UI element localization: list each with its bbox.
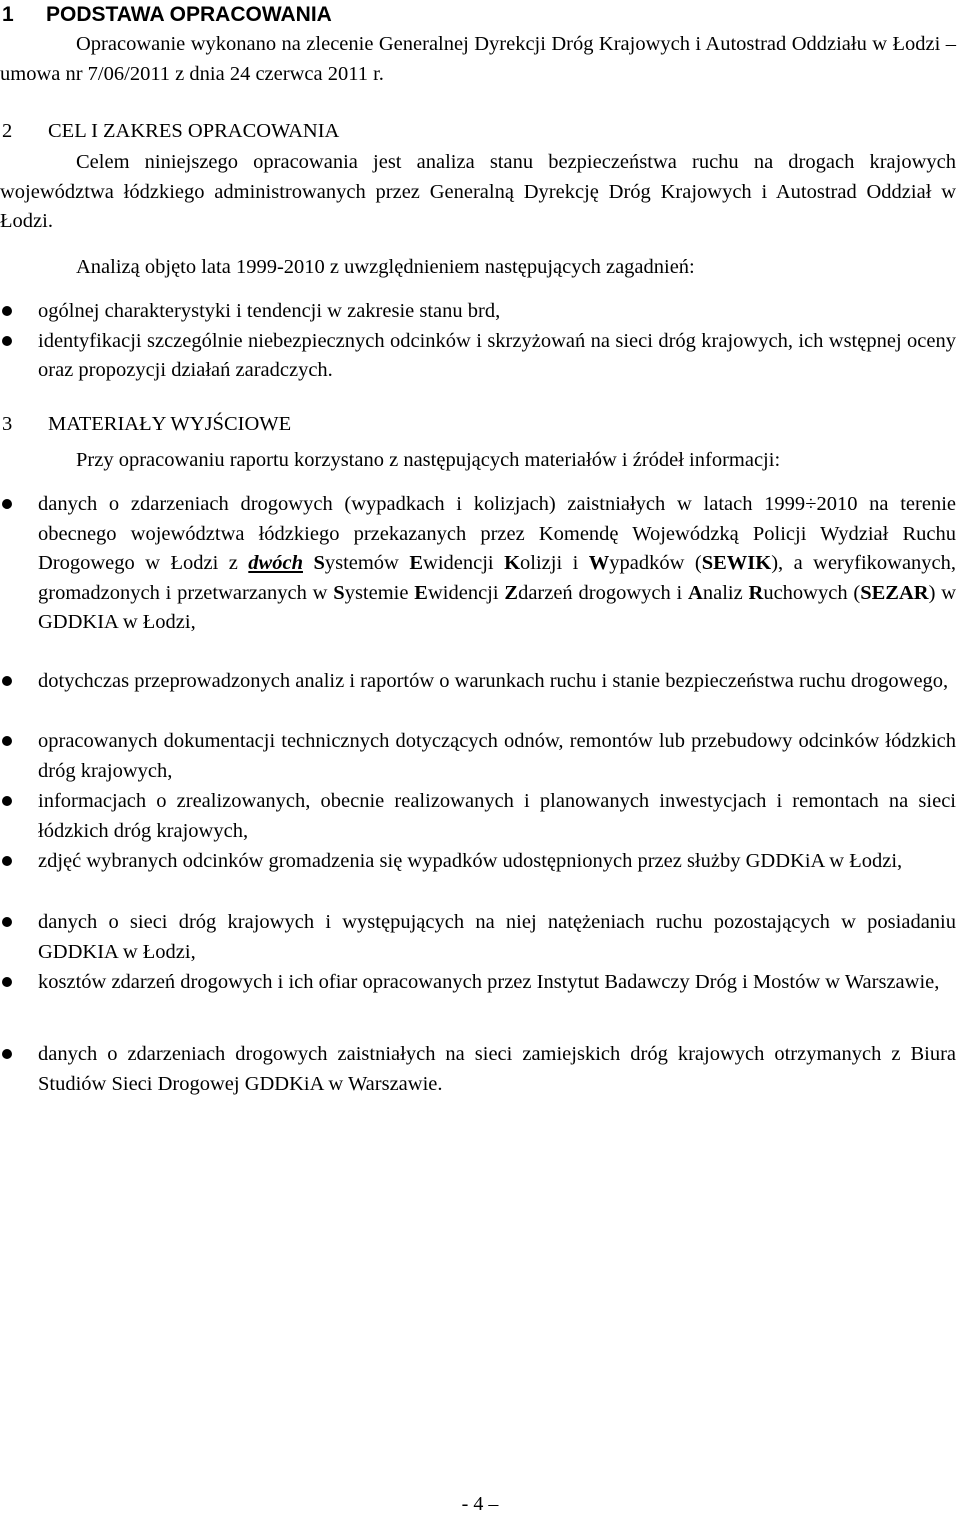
bullet-icon [2, 917, 12, 927]
bullet-icon [2, 336, 12, 346]
list-item: informacjach o zrealizowanych, obecnie realizowanych i planowanych inwestycjach i remontach na sieci łódzkich dróg krajowych, [0, 787, 956, 846]
section-3-list-continued [0, 908, 956, 967]
section-3-list-continued [0, 968, 956, 998]
section-3-list-continued [0, 787, 956, 846]
list-item: zdjęć wybranych odcinków gromadzenia się wypadków udostępnionych przez służby GDDKiA w Łodzi, [0, 847, 956, 877]
section-2-paragraph-1: Celem niniejszego opracowania jest analiza stanu bezpieczeństwa ruchu na drogach krajowych województwa łódzkiego administrowanych przez Generalną Dyrekcję Dróg Krajowych i Autostrad Oddział w Łodzi. [0, 151, 956, 233]
bullet-icon [2, 796, 12, 806]
bullet-icon [2, 306, 12, 316]
list-item: danych o sieci dróg krajowych i występujących na niej natężeniach ruchu pozostających w posiadaniu GDDKIA w Łodzi, [0, 908, 956, 967]
list-item: danych o zdarzeniach drogowych zaistniałych na sieci zamiejskich dróg krajowych otrzymanych z Biura Studiów Sieci Drogowej GDDKiA w Warszawie. [0, 1040, 956, 1099]
section-3-list-continued [0, 727, 956, 786]
bullet-icon [2, 736, 12, 746]
list-item: kosztów zdarzeń drogowych i ich ofiar opracowanych przez Instytut Badawczy Dróg i Mostów w Warszawie, [0, 968, 956, 998]
list-item: opracowanych dokumentacji technicznych dotyczących odnów, remontów lub przebudowy odcinków łódzkich dróg krajowych, [0, 727, 956, 786]
section-2-paragraph-2: Analizą objęto lata 1999-2010 z uwzględnieniem następujących zagadnień: [76, 256, 695, 278]
divide-symbol: ÷ [805, 493, 817, 515]
bullet-icon [2, 856, 12, 866]
section-3-list-continued [0, 847, 956, 877]
section-3-paragraph: Przy opracowaniu raportu korzystano z następujących materiałów i źródeł informacji: [76, 449, 781, 471]
list-item: ogólnej charakterystyki i tendencji w zakresie stanu brd, [0, 297, 956, 327]
section-1-title: PODSTAWA OPRACOWANIA [46, 3, 332, 26]
section-2-title: CEL I ZAKRES OPRACOWANIA [48, 120, 340, 142]
list-item: identyfikacji szczególnie niebezpiecznych odcinków i skrzyżowań na sieci dróg krajowych, ich wstępnej oceny oraz propozycji działań zaradczych. [0, 327, 956, 386]
section-3-list-continued [0, 1040, 956, 1099]
section-2-number: 2 [2, 120, 13, 142]
bullet-icon [2, 676, 12, 686]
section-3-number: 3 [2, 413, 13, 435]
bullet-icon [2, 499, 12, 509]
section-2-list [0, 297, 956, 386]
bullet-icon [2, 1049, 12, 1059]
section-1-paragraph: Opracowanie wykonano na zlecenie Generalnej Dyrekcji Dróg Krajowych i Autostrad Oddziału w Łodzi – umowa nr 7/06/2011 z dnia 24 czerwca 2011 r. [0, 33, 956, 85]
section-3-title: MATERIAŁY WYJŚCIOWE [48, 413, 292, 435]
section-1-number: 1 [2, 3, 14, 26]
page-number: - 4 – [461, 1493, 499, 1515]
list-item: dotychczas przeprowadzonych analiz i raportów o warunkach ruchu i stanie bezpieczeństwa ruchu drogowego, [0, 667, 956, 697]
section-3-list-continued [0, 667, 956, 697]
section-3-list [0, 490, 956, 638]
list-item: danych o zdarzeniach drogowych (wypadkach i kolizjach) zaistniałych w latach 1999÷2010 na terenie obecnego województwa łódzkiego przekazanych przez Komendę Wojewódzką Policji Wydział Ruchu Drogowego w Łodzi z dwóch Systemów Ewidencji Kolizji i Wypadków (SEWIK), a weryfikowanych, gromadzonych i przetwarzanych w Systemie Ewidencji Zdarzeń drogowych i Analiz Ruchowych (SEZAR) w GDDKIA w Łodzi, [0, 490, 956, 638]
bullet-icon [2, 977, 12, 987]
